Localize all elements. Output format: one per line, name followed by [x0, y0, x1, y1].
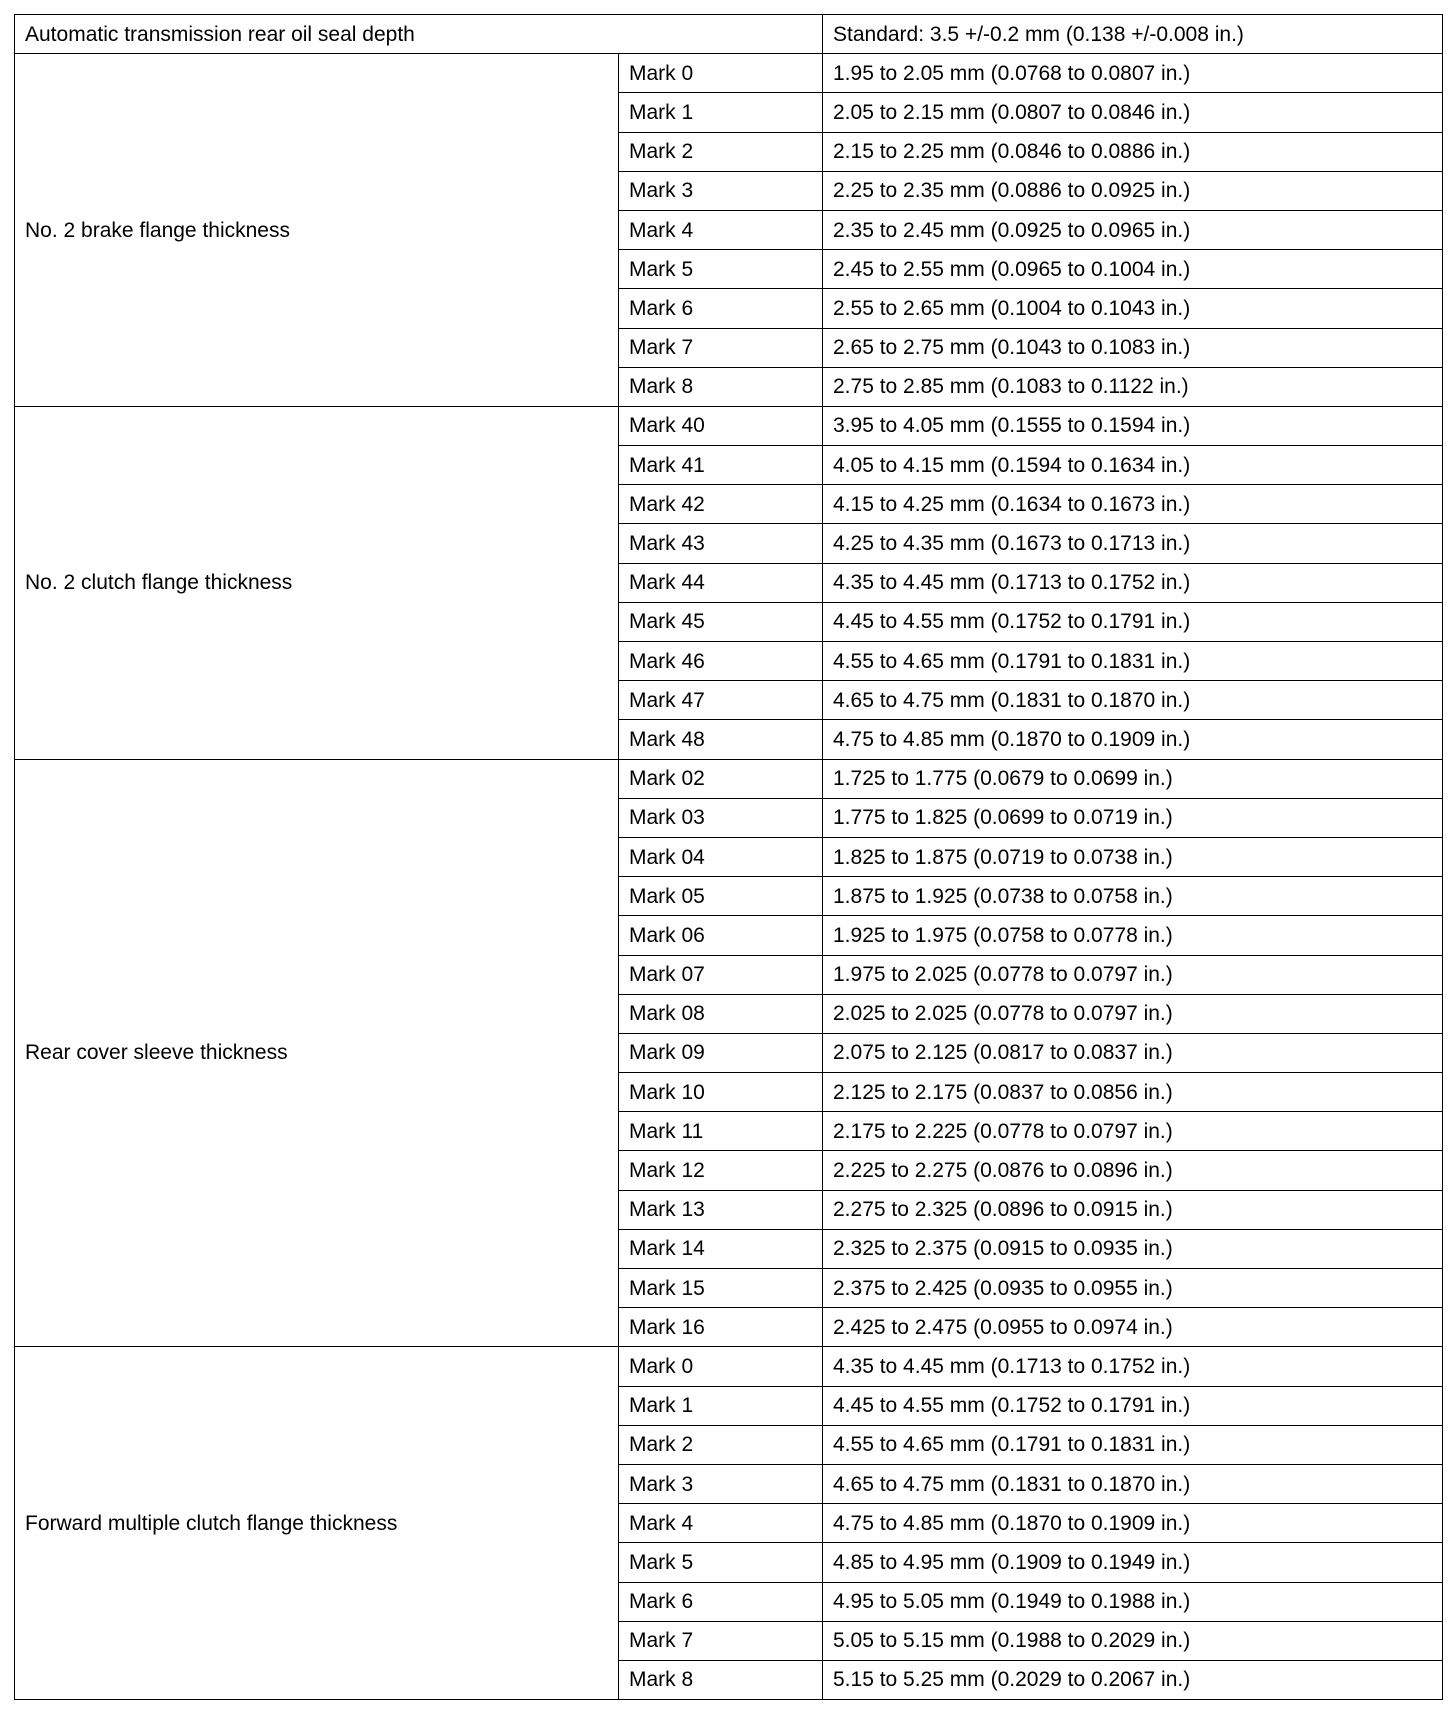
spec-cell: 1.825 to 1.875 (0.0719 to 0.0738 in.): [823, 837, 1443, 876]
spec-cell: 2.15 to 2.25 mm (0.0846 to 0.0886 in.): [823, 132, 1443, 171]
mark-cell: Mark 42: [619, 485, 823, 524]
spec-cell: 2.125 to 2.175 (0.0837 to 0.0856 in.): [823, 1073, 1443, 1112]
mark-cell: Mark 11: [619, 1112, 823, 1151]
mark-cell: Mark 07: [619, 955, 823, 994]
spec-cell: 4.75 to 4.85 mm (0.1870 to 0.1909 in.): [823, 1504, 1443, 1543]
mark-cell: Mark 40: [619, 406, 823, 445]
mark-cell: Mark 4: [619, 1504, 823, 1543]
spec-cell: 2.65 to 2.75 mm (0.1043 to 0.1083 in.): [823, 328, 1443, 367]
spec-cell: 2.325 to 2.375 (0.0915 to 0.0935 in.): [823, 1229, 1443, 1268]
group-name-cell: Forward multiple clutch flange thickness: [15, 1347, 619, 1700]
spec-cell: 4.65 to 4.75 mm (0.1831 to 0.1870 in.): [823, 1464, 1443, 1503]
mark-cell: Mark 5: [619, 1543, 823, 1582]
spec-table: [14, 14, 1443, 1700]
spec-cell: 2.35 to 2.45 mm (0.0925 to 0.0965 in.): [823, 210, 1443, 249]
mark-cell: Mark 6: [619, 289, 823, 328]
table-row: [15, 54, 1443, 93]
spec-cell: 4.05 to 4.15 mm (0.1594 to 0.1634 in.): [823, 446, 1443, 485]
spec-cell: 1.725 to 1.775 (0.0679 to 0.0699 in.): [823, 759, 1443, 798]
table-row: [15, 1347, 1443, 1386]
header-value: Standard: 3.5 +/-0.2 mm (0.138 +/-0.008 in.): [823, 15, 1443, 54]
mark-cell: Mark 44: [619, 563, 823, 602]
mark-cell: Mark 13: [619, 1190, 823, 1229]
mark-cell: Mark 5: [619, 250, 823, 289]
mark-cell: Mark 12: [619, 1151, 823, 1190]
spec-cell: 4.85 to 4.95 mm (0.1909 to 0.1949 in.): [823, 1543, 1443, 1582]
mark-cell: Mark 7: [619, 1621, 823, 1660]
table-row: [15, 759, 1443, 798]
spec-cell: 2.425 to 2.475 (0.0955 to 0.0974 in.): [823, 1308, 1443, 1347]
mark-cell: Mark 45: [619, 602, 823, 641]
mark-cell: Mark 03: [619, 798, 823, 837]
spec-cell: 5.05 to 5.15 mm (0.1988 to 0.2029 in.): [823, 1621, 1443, 1660]
mark-cell: Mark 04: [619, 837, 823, 876]
table-row: [15, 406, 1443, 445]
spec-cell: 2.55 to 2.65 mm (0.1004 to 0.1043 in.): [823, 289, 1443, 328]
mark-cell: Mark 2: [619, 1425, 823, 1464]
mark-cell: Mark 06: [619, 916, 823, 955]
spec-cell: 2.225 to 2.275 (0.0876 to 0.0896 in.): [823, 1151, 1443, 1190]
spec-cell: 2.75 to 2.85 mm (0.1083 to 0.1122 in.): [823, 367, 1443, 406]
mark-cell: Mark 3: [619, 171, 823, 210]
group-name-cell: Rear cover sleeve thickness: [15, 759, 619, 1347]
mark-cell: Mark 3: [619, 1464, 823, 1503]
mark-cell: Mark 46: [619, 642, 823, 681]
spec-cell: 2.45 to 2.55 mm (0.0965 to 0.1004 in.): [823, 250, 1443, 289]
mark-cell: Mark 8: [619, 1660, 823, 1699]
group-name-cell: No. 2 clutch flange thickness: [15, 406, 619, 759]
mark-cell: Mark 09: [619, 1033, 823, 1072]
spec-cell: 4.55 to 4.65 mm (0.1791 to 0.1831 in.): [823, 642, 1443, 681]
spec-cell: 1.95 to 2.05 mm (0.0768 to 0.0807 in.): [823, 54, 1443, 93]
mark-cell: Mark 47: [619, 681, 823, 720]
mark-cell: Mark 08: [619, 994, 823, 1033]
mark-cell: Mark 43: [619, 524, 823, 563]
mark-cell: Mark 10: [619, 1073, 823, 1112]
spec-cell: 2.25 to 2.35 mm (0.0886 to 0.0925 in.): [823, 171, 1443, 210]
spec-cell: 2.275 to 2.325 (0.0896 to 0.0915 in.): [823, 1190, 1443, 1229]
spec-cell: 4.55 to 4.65 mm (0.1791 to 0.1831 in.): [823, 1425, 1443, 1464]
mark-cell: Mark 4: [619, 210, 823, 249]
mark-cell: Mark 05: [619, 877, 823, 916]
spec-cell: 2.075 to 2.125 (0.0817 to 0.0837 in.): [823, 1033, 1443, 1072]
spec-cell: 4.45 to 4.55 mm (0.1752 to 0.1791 in.): [823, 602, 1443, 641]
group-name-cell: No. 2 brake flange thickness: [15, 54, 619, 407]
mark-cell: Mark 0: [619, 54, 823, 93]
mark-cell: Mark 0: [619, 1347, 823, 1386]
mark-cell: Mark 14: [619, 1229, 823, 1268]
spec-cell: 4.95 to 5.05 mm (0.1949 to 0.1988 in.): [823, 1582, 1443, 1621]
spec-cell: 5.15 to 5.25 mm (0.2029 to 0.2067 in.): [823, 1660, 1443, 1699]
spec-cell: 1.775 to 1.825 (0.0699 to 0.0719 in.): [823, 798, 1443, 837]
mark-cell: Mark 8: [619, 367, 823, 406]
spec-table-body: [15, 15, 1443, 1700]
spec-cell: 4.25 to 4.35 mm (0.1673 to 0.1713 in.): [823, 524, 1443, 563]
spec-cell: 2.375 to 2.425 (0.0935 to 0.0955 in.): [823, 1269, 1443, 1308]
spec-cell: 4.45 to 4.55 mm (0.1752 to 0.1791 in.): [823, 1386, 1443, 1425]
spec-cell: 2.175 to 2.225 (0.0778 to 0.0797 in.): [823, 1112, 1443, 1151]
spec-cell: 4.75 to 4.85 mm (0.1870 to 0.1909 in.): [823, 720, 1443, 759]
mark-cell: Mark 48: [619, 720, 823, 759]
spec-cell: 1.975 to 2.025 (0.0778 to 0.0797 in.): [823, 955, 1443, 994]
spec-cell: 1.875 to 1.925 (0.0738 to 0.0758 in.): [823, 877, 1443, 916]
mark-cell: Mark 7: [619, 328, 823, 367]
header-row: [15, 15, 1443, 54]
spec-cell: 4.35 to 4.45 mm (0.1713 to 0.1752 in.): [823, 563, 1443, 602]
spec-cell: 3.95 to 4.05 mm (0.1555 to 0.1594 in.): [823, 406, 1443, 445]
spec-cell: 4.15 to 4.25 mm (0.1634 to 0.1673 in.): [823, 485, 1443, 524]
mark-cell: Mark 02: [619, 759, 823, 798]
mark-cell: Mark 2: [619, 132, 823, 171]
mark-cell: Mark 41: [619, 446, 823, 485]
mark-cell: Mark 6: [619, 1582, 823, 1621]
spec-cell: 1.925 to 1.975 (0.0758 to 0.0778 in.): [823, 916, 1443, 955]
mark-cell: Mark 1: [619, 93, 823, 132]
mark-cell: Mark 15: [619, 1269, 823, 1308]
spec-cell: 2.05 to 2.15 mm (0.0807 to 0.0846 in.): [823, 93, 1443, 132]
mark-cell: Mark 1: [619, 1386, 823, 1425]
mark-cell: Mark 16: [619, 1308, 823, 1347]
spec-cell: 4.65 to 4.75 mm (0.1831 to 0.1870 in.): [823, 681, 1443, 720]
header-label: Automatic transmission rear oil seal depth: [15, 15, 823, 54]
spec-cell: 4.35 to 4.45 mm (0.1713 to 0.1752 in.): [823, 1347, 1443, 1386]
spec-cell: 2.025 to 2.025 (0.0778 to 0.0797 in.): [823, 994, 1443, 1033]
